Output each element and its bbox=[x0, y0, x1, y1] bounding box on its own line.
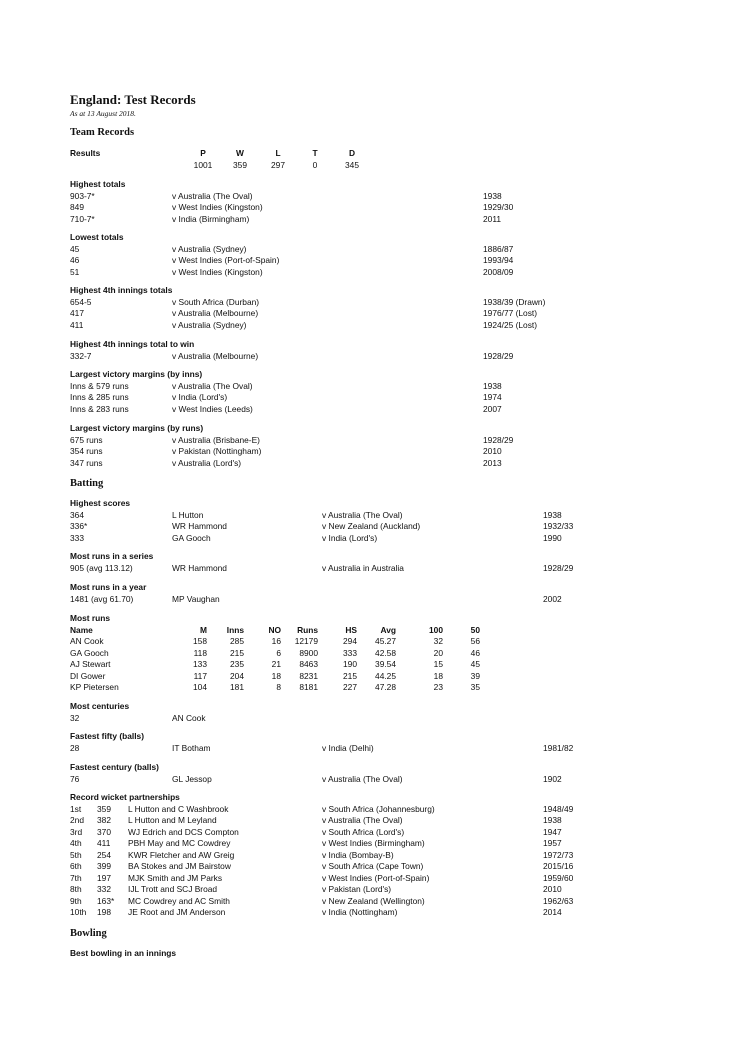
highest-totals-row-season: 2011 bbox=[483, 213, 502, 224]
most-runs-row-cell: 235 bbox=[230, 659, 244, 669]
most-runs-row-cell: 39 bbox=[470, 670, 480, 681]
highest-scores-row-season: 1990 bbox=[543, 532, 562, 543]
results-value: 1001 bbox=[193, 160, 213, 170]
most-runs-row-cell: 8463 bbox=[299, 659, 318, 669]
most-runs-series-heading: Most runs in a series bbox=[70, 551, 154, 561]
results-value: 359 bbox=[233, 160, 247, 170]
most-runs-row-cell: 8231 bbox=[299, 670, 318, 681]
results-header: D bbox=[348, 148, 356, 158]
most-runs-row-cell: 104 bbox=[193, 682, 207, 692]
highest-scores-row-value: 333 bbox=[70, 532, 84, 543]
fastest-fifty-row-player: IT Botham bbox=[172, 742, 211, 753]
partnership-runs: 382 bbox=[97, 815, 111, 825]
lowest-totals-row-value: 45 bbox=[70, 243, 80, 254]
fastest-century-row-value: 76 bbox=[70, 773, 80, 784]
partnership-wicket: 8th bbox=[70, 884, 82, 894]
section-heading-batting: Batting bbox=[70, 478, 104, 489]
partnership-season: 2010 bbox=[543, 884, 562, 894]
highest-4th-innings-row-season: 1938/39 (Drawn) bbox=[483, 296, 546, 307]
victory-margins-inns-row-season: 2007 bbox=[483, 403, 502, 414]
partnership-players: PBH May and MC Cowdrey bbox=[128, 838, 231, 848]
most-runs-row-cell: 20 bbox=[433, 647, 443, 658]
victory-margins-runs-row-opponent: v Pakistan (Nottingham) bbox=[172, 446, 262, 456]
most-runs-col-header: Runs bbox=[297, 624, 318, 635]
partnership-players: L Hutton and C Washbrook bbox=[128, 803, 229, 814]
most-runs-row-cell: 44.25 bbox=[375, 670, 396, 681]
most-runs-row-cell: 117 bbox=[193, 670, 207, 681]
victory-margins-inns-row-opponent: v India (Lord's) bbox=[172, 392, 228, 402]
partnership-runs: 254 bbox=[97, 849, 111, 860]
partnership-season: 1962/63 bbox=[543, 895, 574, 906]
partnership-season: 2015/16 bbox=[543, 861, 574, 871]
partnership-opponent: v South Africa (Johannesburg) bbox=[322, 803, 435, 814]
most-runs-row-cell: 227 bbox=[343, 682, 357, 692]
highest-4th-innings-heading: Highest 4th innings totals bbox=[70, 285, 173, 295]
partnership-season: 1938 bbox=[543, 815, 562, 825]
partnership-wicket: 6th bbox=[70, 861, 82, 871]
most-runs-row-cell: 12179 bbox=[294, 636, 318, 646]
most-runs-row-cell: 204 bbox=[230, 670, 244, 681]
partnership-opponent: v New Zealand (Wellington) bbox=[322, 895, 425, 906]
partnership-players: JE Root and JM Anderson bbox=[128, 907, 226, 917]
most-runs-row-name: GA Gooch bbox=[70, 647, 109, 658]
partnership-wicket: 10th bbox=[70, 907, 87, 917]
most-runs-row-cell: 56 bbox=[470, 636, 480, 646]
most-runs-row-cell: 285 bbox=[230, 636, 244, 646]
highest-4th-innings-row-opponent: v South Africa (Durban) bbox=[172, 296, 260, 307]
highest-scores-row-value: 364 bbox=[70, 509, 84, 520]
highest-scores-heading: Highest scores bbox=[70, 498, 131, 508]
most-runs-row-cell: 18 bbox=[433, 670, 443, 681]
partnership-opponent: v South Africa (Lord's) bbox=[322, 826, 405, 837]
victory-margins-inns-row-opponent: v Australia (The Oval) bbox=[172, 380, 253, 391]
most-runs-row-name: AJ Stewart bbox=[70, 659, 111, 669]
highest-4th-innings-row-value: 654-5 bbox=[70, 296, 92, 307]
highest-4th-innings-row-value: 417 bbox=[70, 308, 84, 318]
most-runs-row-cell: 16 bbox=[271, 636, 281, 646]
victory-margins-runs-row-season: 2010 bbox=[483, 446, 502, 456]
partnership-season: 1948/49 bbox=[543, 803, 574, 814]
most-runs-row-cell: 15 bbox=[433, 659, 443, 669]
partnership-opponent: v West Indies (Birmingham) bbox=[322, 838, 425, 848]
lowest-totals-row-opponent: v Australia (Sydney) bbox=[172, 243, 247, 254]
partnership-wicket: 9th bbox=[70, 895, 82, 906]
most-runs-row-cell: 215 bbox=[343, 670, 357, 681]
most-runs-row-cell: 333 bbox=[343, 647, 357, 658]
results-label: Results bbox=[70, 148, 101, 158]
partnership-players: BA Stokes and JM Bairstow bbox=[128, 861, 231, 871]
partnership-players: MC Cowdrey and AC Smith bbox=[128, 895, 230, 906]
highest-4th-innings-row-season: 1924/25 (Lost) bbox=[483, 319, 538, 330]
partnership-players: IJL Trott and SCJ Broad bbox=[128, 884, 218, 894]
partnership-opponent: v South Africa (Cape Town) bbox=[322, 861, 424, 871]
highest-4th-innings-win-row-value: 332-7 bbox=[70, 350, 92, 361]
partnership-season: 2014 bbox=[543, 907, 562, 917]
partnership-players: WJ Edrich and DCS Compton bbox=[128, 826, 239, 837]
victory-margins-runs-row-season: 1928/29 bbox=[483, 434, 514, 445]
highest-4th-innings-win-row-opponent: v Australia (Melbourne) bbox=[172, 350, 259, 361]
partnerships-heading: Record wicket partnerships bbox=[70, 792, 180, 802]
victory-margins-runs-row-opponent: v Australia (Lord's) bbox=[172, 457, 242, 468]
highest-totals-row-season: 1938 bbox=[483, 190, 502, 201]
most-runs-year-row-value: 1481 (avg 61.70) bbox=[70, 593, 134, 604]
most-runs-row-cell: 181 bbox=[230, 682, 244, 692]
most-runs-row-cell: 45.27 bbox=[375, 636, 396, 646]
partnership-season: 1959/60 bbox=[543, 872, 574, 883]
most-runs-row-cell: 39.54 bbox=[375, 659, 396, 669]
most-runs-row-name: KP Pietersen bbox=[70, 682, 119, 692]
most-runs-row-cell: 8 bbox=[276, 682, 281, 692]
highest-totals-row-season: 1929/30 bbox=[483, 202, 514, 212]
partnership-runs: 197 bbox=[97, 872, 111, 883]
partnership-wicket: 3rd bbox=[70, 826, 83, 837]
most-runs-row-cell: 294 bbox=[343, 636, 357, 646]
highest-4th-innings-row-value: 411 bbox=[70, 319, 84, 330]
most-runs-row-cell: 23 bbox=[433, 682, 443, 692]
most-runs-row-cell: 32 bbox=[433, 636, 443, 646]
victory-margins-runs-row-value: 354 runs bbox=[70, 446, 103, 456]
highest-4th-innings-win-row-season: 1928/29 bbox=[483, 350, 514, 361]
victory-margins-inns-row-value: Inns & 285 runs bbox=[70, 392, 129, 402]
highest-scores-row-value: 336* bbox=[70, 521, 88, 531]
highest-scores-row-opponent: v New Zealand (Auckland) bbox=[322, 521, 421, 531]
results-value: 345 bbox=[345, 160, 359, 170]
highest-totals-row-value: 710-7* bbox=[70, 213, 95, 224]
most-centuries-heading: Most centuries bbox=[70, 701, 130, 711]
most-runs-row-cell: 46 bbox=[470, 647, 480, 658]
most-runs-name-header: Name bbox=[70, 624, 93, 635]
results-header: P bbox=[200, 148, 206, 158]
victory-margins-inns-row-value: Inns & 283 runs bbox=[70, 403, 129, 414]
highest-scores-row-opponent: v India (Lord's) bbox=[322, 532, 378, 543]
most-runs-row-cell: 18 bbox=[271, 670, 281, 681]
partnership-opponent: v Pakistan (Lord's) bbox=[322, 884, 392, 894]
most-runs-row-cell: 190 bbox=[343, 659, 357, 669]
most-runs-col-header: Inns bbox=[226, 624, 244, 635]
highest-totals-row-opponent: v India (Birmingham) bbox=[172, 213, 250, 224]
victory-margins-inns-heading: Largest victory margins (by inns) bbox=[70, 369, 203, 379]
most-runs-year-heading: Most runs in a year bbox=[70, 582, 147, 592]
partnership-opponent: v Australia (The Oval) bbox=[322, 815, 403, 825]
fastest-fifty-row-value: 28 bbox=[70, 742, 80, 753]
most-runs-row-cell: 6 bbox=[276, 647, 281, 658]
highest-totals-row-opponent: v West Indies (Kingston) bbox=[172, 202, 263, 212]
section-heading-bowling: Bowling bbox=[70, 928, 107, 939]
victory-margins-inns-row-opponent: v West Indies (Leeds) bbox=[172, 403, 253, 414]
highest-totals-row-value: 849 bbox=[70, 202, 84, 212]
partnership-wicket: 5th bbox=[70, 849, 82, 860]
victory-margins-inns-row-season: 1938 bbox=[483, 380, 502, 391]
partnership-season: 1957 bbox=[543, 838, 562, 848]
most-centuries-row-value: 32 bbox=[70, 712, 80, 723]
most-runs-series-row-opponent: v Australia in Australia bbox=[322, 562, 404, 573]
partnership-runs: 332 bbox=[97, 884, 111, 894]
partnership-players: MJK Smith and JM Parks bbox=[128, 872, 223, 883]
victory-margins-inns-row-value: Inns & 579 runs bbox=[70, 380, 129, 391]
partnership-opponent: v West Indies (Port-of-Spain) bbox=[322, 872, 430, 883]
fastest-fifty-heading: Fastest fifty (balls) bbox=[70, 731, 144, 741]
most-runs-row-name: DI Gower bbox=[70, 670, 106, 681]
results-value: 0 bbox=[312, 160, 318, 170]
victory-margins-inns-row-season: 1974 bbox=[483, 392, 502, 402]
most-runs-row-cell: 21 bbox=[271, 659, 281, 669]
section-heading-team-records: Team Records bbox=[70, 127, 135, 138]
fastest-century-heading: Fastest century (balls) bbox=[70, 762, 159, 772]
most-runs-series-row-player: WR Hammond bbox=[172, 562, 227, 573]
victory-margins-runs-heading: Largest victory margins (by runs) bbox=[70, 423, 204, 433]
highest-totals-row-value: 903-7* bbox=[70, 190, 95, 201]
most-runs-series-row-value: 905 (avg 113.12) bbox=[70, 562, 133, 573]
highest-scores-row-season: 1932/33 bbox=[543, 521, 574, 531]
lowest-totals-row-opponent: v West Indies (Kingston) bbox=[172, 266, 263, 277]
most-runs-row-cell: 118 bbox=[193, 647, 207, 658]
most-runs-row-cell: 8181 bbox=[299, 682, 318, 692]
partnership-wicket: 7th bbox=[70, 872, 82, 883]
partnership-wicket: 2nd bbox=[70, 815, 84, 825]
victory-margins-runs-row-season: 2013 bbox=[483, 457, 502, 468]
partnership-runs: 411 bbox=[97, 838, 111, 848]
results-header: W bbox=[236, 148, 244, 158]
most-runs-col-header: NO bbox=[268, 624, 281, 635]
highest-scores-row-player: L Hutton bbox=[172, 509, 204, 520]
fastest-fifty-row-season: 1981/82 bbox=[543, 742, 574, 753]
highest-totals-row-opponent: v Australia (The Oval) bbox=[172, 190, 253, 201]
most-runs-col-header: 100 bbox=[429, 624, 443, 635]
most-runs-col-header: Avg bbox=[380, 624, 396, 635]
partnership-runs: 163* bbox=[97, 895, 115, 906]
partnership-runs: 399 bbox=[97, 861, 111, 871]
highest-scores-row-opponent: v Australia (The Oval) bbox=[322, 509, 403, 520]
highest-scores-row-player: WR Hammond bbox=[172, 521, 227, 531]
partnership-wicket: 4th bbox=[70, 838, 82, 848]
highest-4th-innings-win-heading: Highest 4th innings total to win bbox=[70, 339, 195, 349]
highest-scores-row-season: 1938 bbox=[543, 509, 562, 520]
victory-margins-runs-row-value: 675 runs bbox=[70, 434, 103, 445]
most-runs-year-row-player: MP Vaughan bbox=[172, 593, 220, 604]
lowest-totals-row-opponent: v West Indies (Port-of-Spain) bbox=[172, 255, 280, 265]
results-header: T bbox=[312, 148, 318, 158]
lowest-totals-heading: Lowest totals bbox=[70, 232, 124, 242]
partnership-wicket: 1st bbox=[70, 803, 82, 814]
most-centuries-row-player: AN Cook bbox=[172, 712, 206, 723]
partnership-season: 1947 bbox=[543, 826, 562, 837]
lowest-totals-row-value: 51 bbox=[70, 266, 80, 277]
most-runs-col-header: M bbox=[200, 624, 207, 635]
most-runs-row-cell: 158 bbox=[193, 636, 207, 646]
highest-4th-innings-row-opponent: v Australia (Melbourne) bbox=[172, 308, 259, 318]
most-runs-heading: Most runs bbox=[70, 613, 111, 623]
partnership-opponent: v India (Nottingham) bbox=[322, 907, 398, 917]
most-runs-row-cell: 8900 bbox=[299, 647, 318, 658]
most-runs-row-name: AN Cook bbox=[70, 636, 104, 646]
results-header: L bbox=[275, 148, 281, 158]
most-runs-series-row-season: 1928/29 bbox=[543, 562, 574, 573]
partnership-season: 1972/73 bbox=[543, 849, 574, 860]
partnership-runs: 370 bbox=[97, 826, 111, 837]
page-title: England: Test Records bbox=[70, 92, 196, 107]
fastest-century-row-opponent: v Australia (The Oval) bbox=[322, 773, 403, 784]
fastest-century-row-player: GL Jessop bbox=[172, 773, 212, 784]
partnership-opponent: v India (Bombay-B) bbox=[322, 849, 394, 860]
most-runs-row-cell: 45 bbox=[470, 659, 480, 669]
highest-4th-innings-row-season: 1976/77 (Lost) bbox=[483, 308, 538, 318]
fastest-century-row-season: 1902 bbox=[543, 773, 562, 784]
most-runs-year-row-season: 2002 bbox=[543, 593, 562, 604]
victory-margins-runs-row-value: 347 runs bbox=[70, 457, 103, 468]
lowest-totals-row-season: 2008/09 bbox=[483, 266, 514, 277]
fastest-fifty-row-opponent: v India (Delhi) bbox=[322, 742, 374, 753]
most-runs-col-header: 50 bbox=[470, 624, 480, 635]
most-runs-row-cell: 47.28 bbox=[375, 682, 396, 692]
partnership-players: L Hutton and M Leyland bbox=[128, 815, 217, 825]
most-runs-row-cell: 35 bbox=[470, 682, 480, 692]
partnership-runs: 198 bbox=[97, 907, 111, 917]
partnership-runs: 359 bbox=[97, 803, 111, 814]
most-runs-row-cell: 42.58 bbox=[375, 647, 396, 658]
highest-totals-heading: Highest totals bbox=[70, 179, 126, 189]
highest-4th-innings-row-opponent: v Australia (Sydney) bbox=[172, 319, 247, 330]
highest-scores-row-player: GA Gooch bbox=[172, 532, 211, 543]
lowest-totals-row-season: 1886/87 bbox=[483, 243, 514, 254]
best-bowling-innings-heading: Best bowling in an innings bbox=[70, 948, 177, 958]
most-runs-row-cell: 133 bbox=[193, 659, 207, 669]
lowest-totals-row-season: 1993/94 bbox=[483, 255, 514, 265]
most-runs-col-header: HS bbox=[345, 624, 357, 635]
lowest-totals-row-value: 46 bbox=[70, 255, 80, 265]
most-runs-row-cell: 215 bbox=[230, 647, 244, 658]
page-subtitle: As at 13 August 2018. bbox=[70, 109, 136, 118]
partnership-players: KWR Fletcher and AW Greig bbox=[128, 849, 235, 860]
results-value: 297 bbox=[271, 160, 285, 170]
victory-margins-runs-row-opponent: v Australia (Brisbane-E) bbox=[172, 434, 260, 445]
